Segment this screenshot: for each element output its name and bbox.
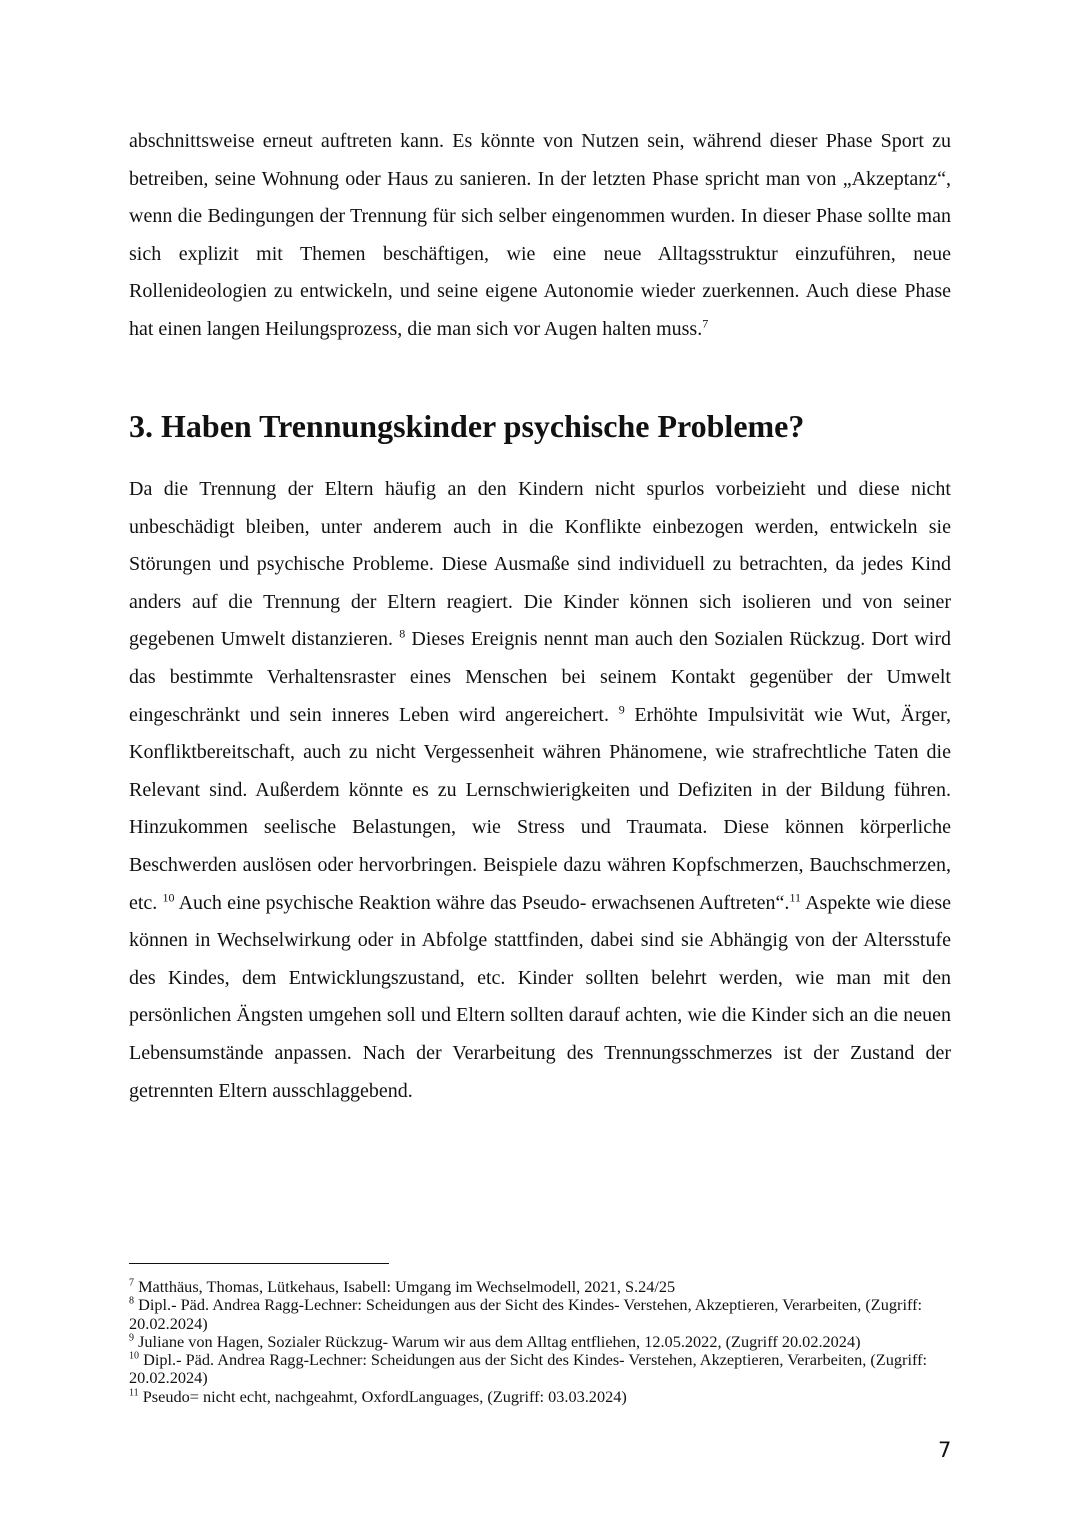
- footnotes: [129, 1278, 959, 1406]
- footnote: [129, 1296, 959, 1333]
- footnote-number: 7: [129, 1277, 134, 1289]
- footnote-reference-9: 9: [618, 701, 625, 716]
- footnote-text: Dipl.- Päd. Andrea Ragg-Lechner: Scheidungen aus der Sicht des Kindes- Verstehen, Akzeptieren, Verarbeiten, (Zugriff: 20.02.2024): [129, 1295, 923, 1333]
- paragraph-text: Da die Trennung der Eltern häufig an den Kindern nicht spurlos vorbeizieht und diese nicht unbeschädigt bleiben, unter anderem auch in die Konflikte einbezogen werden, entwickeln sie Störungen und psychische Probleme. Diese Ausmaße sind individuell zu betrachten, da jedes Kind anders auf die Trennung der Eltern reagiert. Die Kinder können sich isolieren und von seiner gegebenen Umwelt distanzieren.: [129, 478, 951, 651]
- footnote: [129, 1351, 959, 1388]
- footnote-reference-11: 11: [789, 889, 801, 904]
- paragraph-text: abschnittsweise erneut auftreten kann. Es könnte von Nutzen sein, während dieser Phase Sport zu betreiben, seine Wohnung oder Haus zu sanieren. In der letzten Phase spricht man von „Akzeptanz“, wenn die Bedingungen der Trennung für sich selber eingenommen wurden. In dieser Phase sollte man sich explizit mit Themen beschäftigen, wie eine neue Alltagsstruktur einzuführen, neue Rollenideologien zu entwickeln, und seine eigene Autonomie wieder zuerkennen. Auch diese Phase hat einen langen Heilungsprozess, die man sich vor Augen halten muss.: [129, 130, 951, 340]
- paragraph-text: Aspekte wie diese können in Wechselwirkung oder in Abfolge stattfinden, dabei sind sie Abhängig von der Altersstufe des Kindes, dem Entwicklungszustand, etc. Kinder sollten belehrt werden, wie man mit den persönlichen Ängsten umgehen soll und Eltern sollten darauf achten, wie die Kinder sich an die neuen Lebensumstände anpassen. Nach der Verarbeitung des Trennungsschmerzes ist der Zustand der getrennten Eltern ausschlaggebend.: [129, 891, 952, 1102]
- body-paragraph-continuation: [129, 123, 951, 349]
- footnote-number: 9: [129, 1332, 134, 1344]
- footnote-number: 11: [129, 1387, 139, 1399]
- paragraph-text: Dieses Ereignis nennt man auch den Sozialen Rückzug. Dort wird das bestimmte Verhaltensraster eines Menschen bei seinem Kontakt gegenüber der Umwelt eingeschränkt und sein inneres Leben wird angereichert.: [129, 628, 952, 726]
- footnote-separator: [129, 1263, 389, 1264]
- paragraph-text: Auch eine psychische Reaktion währe das Pseudo- erwachsenen Auftreten“.: [174, 891, 790, 914]
- footnote-number: 8: [129, 1295, 134, 1307]
- footnote-reference-8: 8: [399, 626, 406, 641]
- page-number: 7: [938, 1438, 952, 1462]
- section-heading: 3. Haben Trennungskinder psychische Probleme?: [129, 408, 805, 444]
- footnote-reference-10: 10: [162, 889, 175, 904]
- footnote-number: 10: [129, 1350, 139, 1362]
- footnote: [129, 1388, 959, 1406]
- footnote-text: Dipl.- Päd. Andrea Ragg-Lechner: Scheidungen aus der Sicht des Kindes- Verstehen, Akzeptieren, Verarbeiten, (Zugriff: 20.02.2024): [129, 1350, 928, 1388]
- footnote-text: Pseudo= nicht echt, nachgeahmt, OxfordLanguages, (Zugriff: 03.03.2024): [138, 1386, 627, 1406]
- footnote: [129, 1278, 959, 1296]
- footnote: [129, 1333, 959, 1351]
- footnote-text: Juliane von Hagen, Sozialer Rückzug- Warum wir aus dem Alltag entfliehen, 12.05.2022, (Zugriff 20.02.2024): [134, 1331, 861, 1351]
- footnote-reference-7: 7: [702, 316, 709, 331]
- footnote-text: Matthäus, Thomas, Lütkehaus, Isabell: Umgang im Wechselmodell, 2021, S.24/25: [134, 1277, 676, 1296]
- body-paragraph: [129, 471, 951, 1110]
- paragraph-text: Erhöhte Impulsivität wie Wut, Ärger, Konfliktbereitschaft, auch zu nicht Vergessenheit währen Phänomene, wie strafrechtliche Taten die Relevant sind. Außerdem könnte es zu Lernschwierigkeiten und Defiziten in der Bildung führen. Hinzukommen seelische Belastungen, wie Stress und Traumata. Diese können körperliche Beschwerden auslösen oder hervorbringen. Beispiele dazu währen Kopfschmerzen, Bauchschmerzen, etc.: [129, 703, 951, 914]
